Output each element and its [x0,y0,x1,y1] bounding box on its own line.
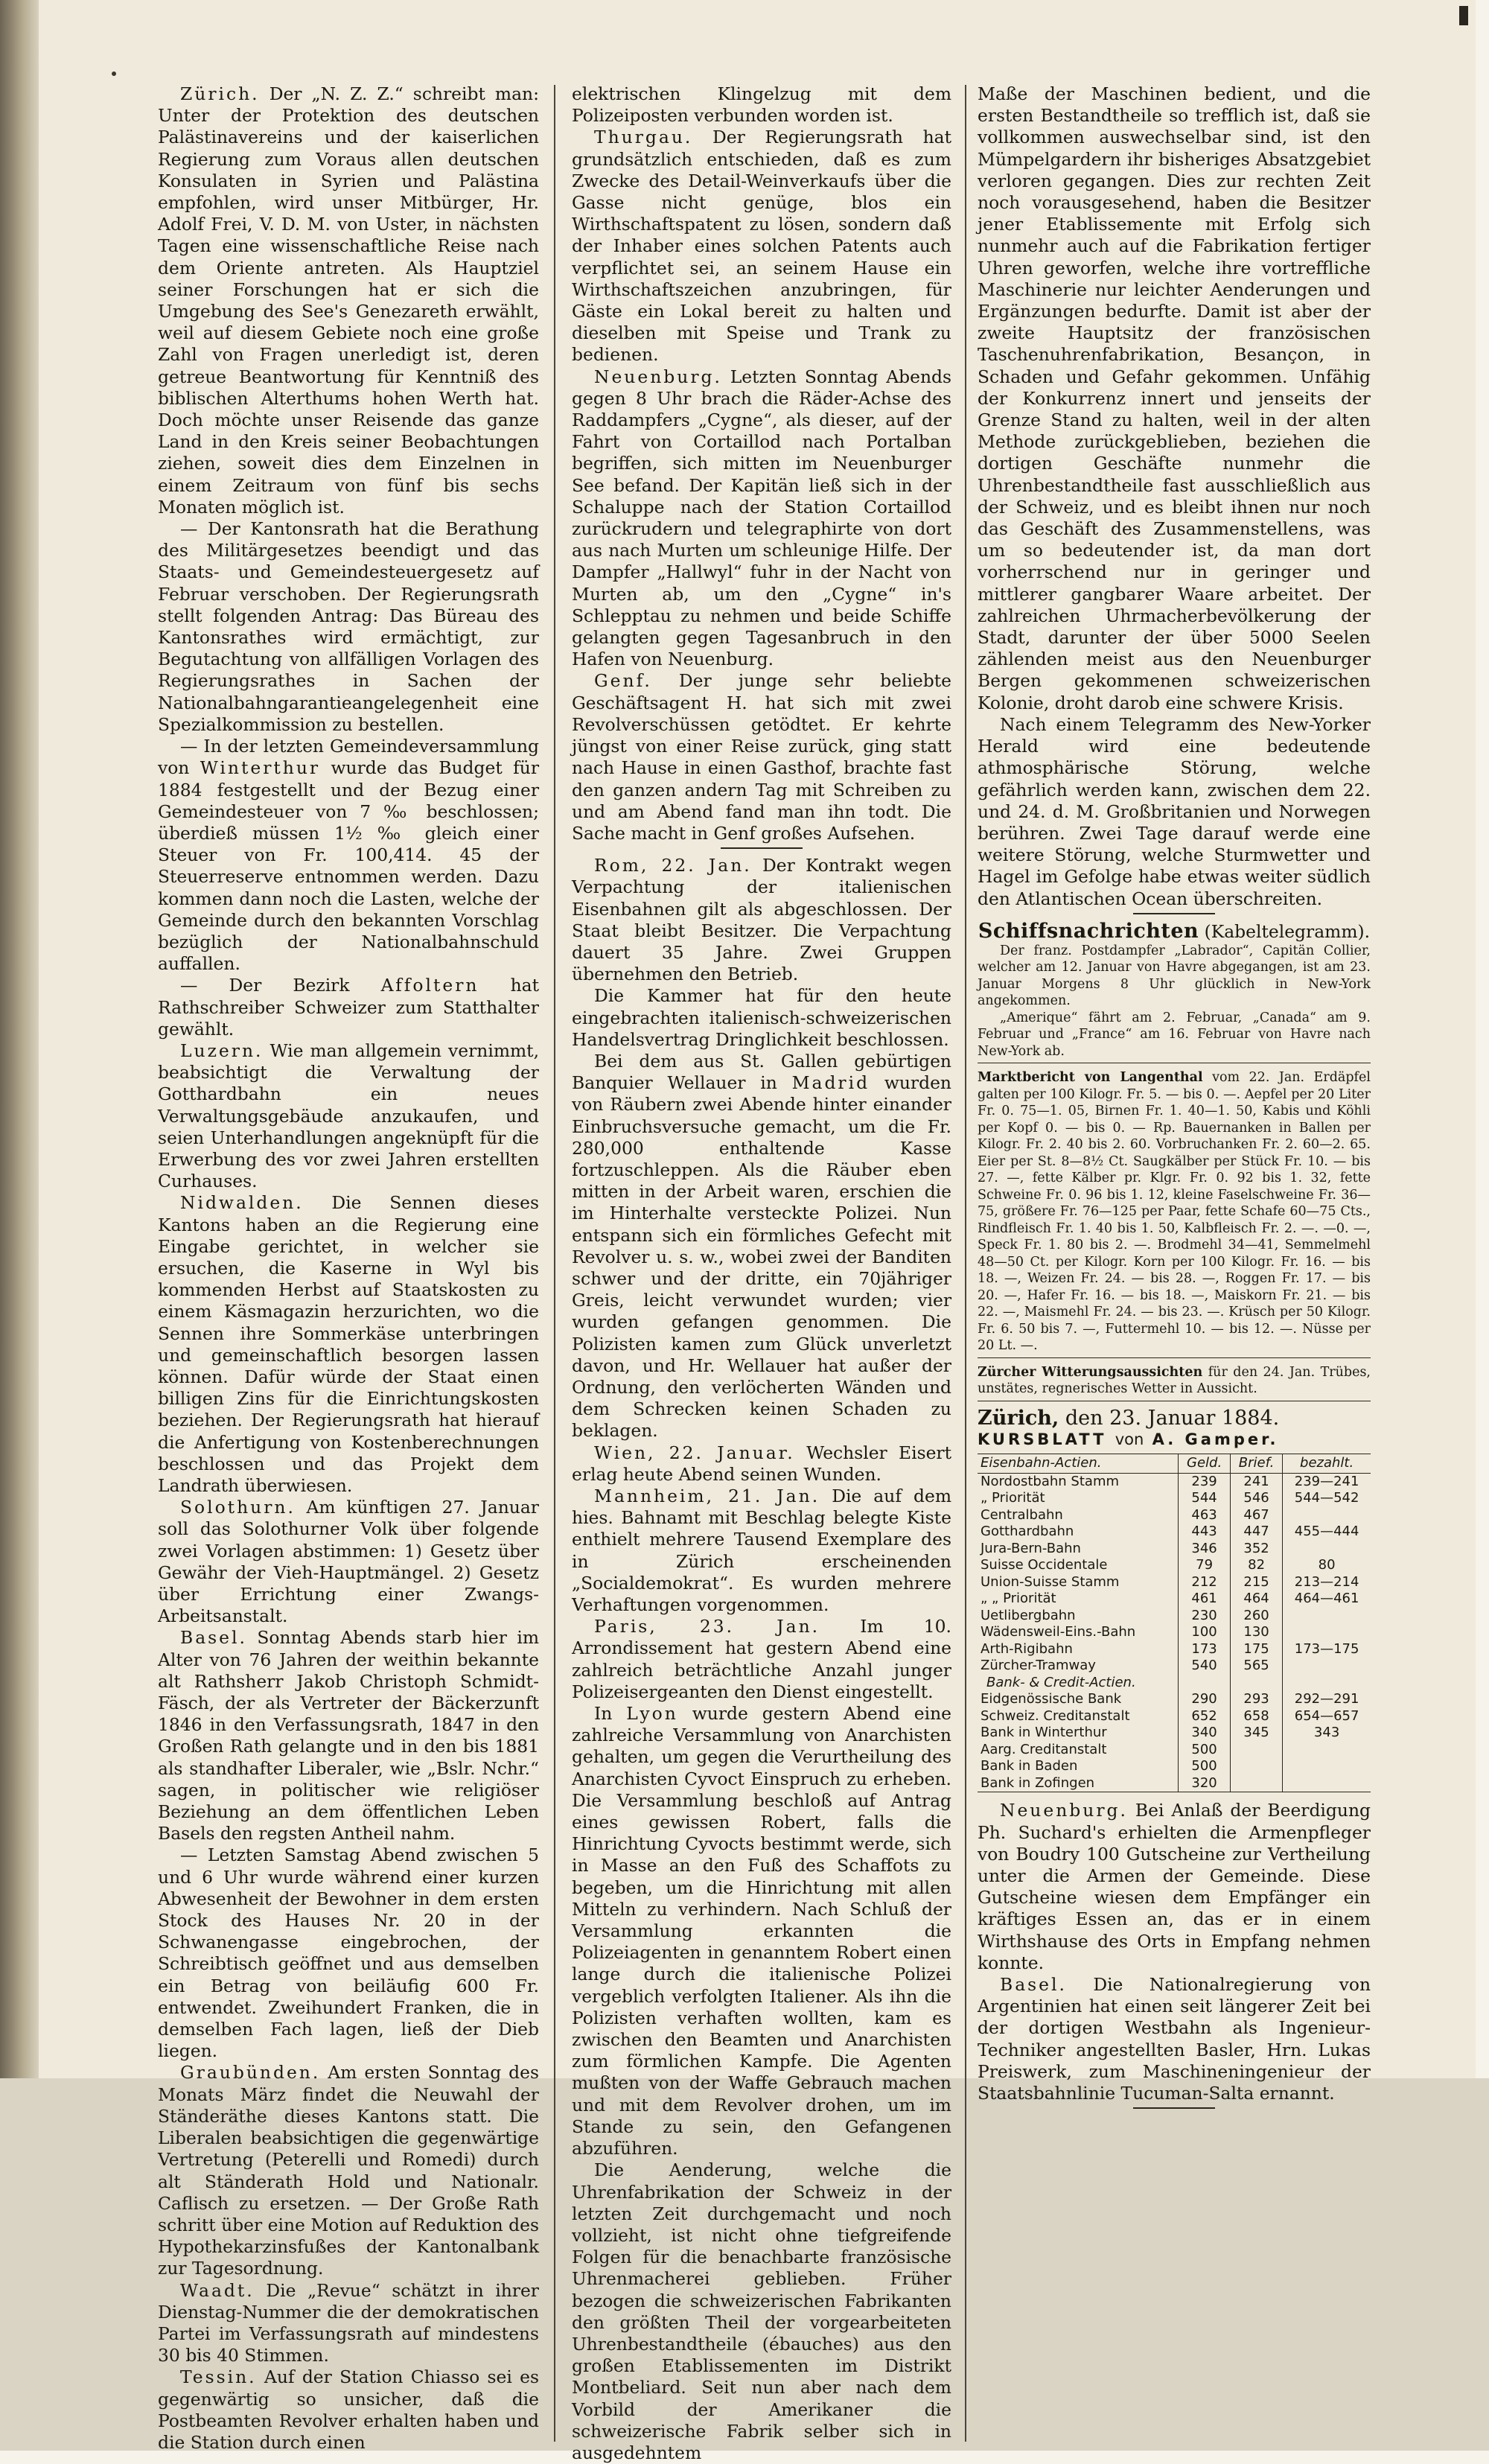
price-cell [1283,1758,1371,1775]
witterung-title: Zürcher Witterungsaussichten [978,1364,1203,1380]
security-name: Suisse Occidentale [981,1557,1108,1573]
price-cell: 463 [1179,1507,1231,1524]
place-name: Basel. [180,1627,247,1649]
table-row [978,1591,1371,1608]
price-cell: 464—461 [1283,1591,1371,1608]
price-cell [1283,1742,1371,1759]
schiffsnachrichten-heading [978,920,1371,943]
column-rule [554,85,555,2442]
article-text: Auf der Station Chiasso sei es gegenwärtig so unsicher, daß die Postbeamten Revolver erhalten haben und die Station durch einen [158,2366,540,2453]
table-header: Geld. [1179,1454,1231,1474]
table-row [978,1691,1371,1708]
kurs-von: von [1115,1430,1144,1449]
article-winterthur [158,736,539,975]
section-label: Bank- & Credit-Actien. [986,1674,1136,1690]
article-text: Der Kontrakt wegen Verpachtung der italienischen Eisenbahnen gilt als abgeschlossen. Der Staat bleibt Besitzer. Die Verpachtung dauert 35 Jahre. Zwei Gruppen übernehmen den Betrieb. [572,855,951,985]
article-text: Sonntag Abends starb hier im Alter von 76 Jahren der weithin bekannte alt Rathsherr Jakob Christoph Schmidt-Fäsch, der als Vertreter der Bäckerzunft 1846 in den Verfassungsrath, 1847 in den Großen Rath gelangte und in den bis 1881 als standhafter Liberaler, wie „Bslr. Nchr.“ sagen, in politischer wie religiöser Beziehung an dem öffentlichen Leben Basels den regsten Antheil nahm. [158,1627,540,1844]
page-edge [1476,0,1489,2078]
table-row [978,1641,1371,1658]
book-binding-edge [0,0,39,2078]
article-text: — Der Bezirk [180,975,350,996]
price-cell [1230,1758,1282,1775]
article-basel-2 [978,1974,1371,2104]
article-text: Der junge sehr beliebte Geschäftsagent H. hat sich mit zwei Revolverschüssen getödtet. Er kehrte jüngst von einer Reise zurück, ging statt nach Hause in einen Gasthof, brachte fast den ganzen andern Tag mit Schreiben zu und am Abend fand man ihn todt. Die Sache macht in Genf großes Aufsehen. [572,670,951,844]
price-cell [1283,1608,1371,1625]
place-name: Mannheim, 21. Jan. [594,1486,820,1506]
article-text: Der Regierungsrath hat grundsätzlich entschieden, daß es zum Zwecke des Detail-Weinverkaufs über die Gasse nicht genüge, blos ein Wirthschaftspatent zu lösen, sondern daß der Inhaber eines solchen Patents auch verpflichtet sei, an seinem Hause ein Wirthschaftszeichen anzubringen, für Gäste ein Lokal bereit zu halten und dieselben mit Speise und Trank zu bedienen. [572,127,952,366]
place-name: Genf. [594,670,652,692]
price-cell: 443 [1179,1524,1231,1541]
kursblatt-dateline [978,1407,1371,1429]
security-name: Schweiz. Creditanstalt [981,1707,1130,1724]
margin-dot [112,71,116,76]
article-mannheim [572,1486,951,1616]
price-cell: 213—214 [1283,1574,1371,1591]
kurs-city: Zürich, [978,1406,1059,1430]
marktbericht [978,1069,1371,1354]
place-name: Neuenburg. [594,366,722,387]
article-text: Bei dem aus St. Gallen gebürtigen Banquier Wellauer in [572,1050,951,1094]
table-header: Brief. [1230,1454,1282,1474]
table-row [978,1524,1371,1541]
price-cell: 345 [1230,1725,1282,1742]
price-cell: 80 [1283,1557,1371,1574]
price-cell: 173—175 [1283,1641,1371,1658]
price-cell: 260 [1230,1608,1282,1625]
article-waadt [158,2280,539,2367]
article-thurgau [572,127,951,366]
article-paris [572,1616,951,1703]
price-cell [1283,1658,1371,1675]
table-row [978,1624,1371,1641]
place-name: Nidwalden. [180,1192,304,1214]
security-name: Aarg. Creditanstalt [981,1741,1107,1757]
price-cell: 241 [1230,1473,1282,1490]
table-row [978,1557,1371,1574]
section-divider [1133,913,1215,914]
table-row [978,1473,1371,1490]
kurs-date: den 23. Januar 1884. [1065,1406,1280,1430]
security-name: Gotthardbahn [981,1524,1074,1540]
price-cell: 346 [1179,1541,1231,1558]
article-zuerich [158,83,539,518]
article-tessin-continued: elektrischen Klingelzug mit dem Polizeiposten verbunden worden ist. [572,83,951,127]
section-divider [978,1357,1371,1358]
price-cell: 340 [1179,1725,1231,1742]
article-luzern [158,1040,539,1192]
price-cell: 447 [1230,1524,1282,1541]
kursblatt-title [978,1429,1371,1451]
article-text: Die Nationalregierung von Argentinien hat einen seit längerer Zeit bei der dortigen Westbahn als Ingenieur-Techniker angestellten Basler, Hrn. Lukas Preiswerk, zum Maschineningenieur der Staatsbahnlinie Tucuman-Salta ernannt. [978,1973,1371,2104]
table-header: bezahlt. [1283,1454,1371,1474]
price-cell: 212 [1179,1574,1231,1591]
place-name: Luzern. [180,1040,264,1061]
price-cell [1283,1541,1371,1558]
security-name: Jura-Bern-Bahn [981,1540,1081,1556]
article-text: Wie man allgemein vernimmt, beabsichtigt die Verwaltung der Gotthardbahn ein neues Verwaltungsgebäude anzukaufen, und seien Unterhandlungen angeknüpft für die Erwerbung des vor zwei Jahren erstellten Curhauses. [158,1040,540,1192]
article-uhrenfabrikation: Die Aenderung, welche die Uhrenfabrikation der Schweiz in der letzten Zeit durchgemacht und noch vollzieht, ist nicht ohne tiefgreifende Folgen für die benachbarte französische Uhrenmacherei geblieben. Früher bezogen die schweizerischen Fabrikanten den größten Theil der vorgearbeiteten Uhrenbestandtheile (ébauches) aus den großen Etablissementen im Distrikt Montbeliard. Seit nun aber nach dem Vorbild der Amerikaner die schweizerische Fabrik selber sich in ausgedehntem [572,2159,951,2463]
table-row [978,1742,1371,1759]
place-name: Waadt. [180,2279,255,2301]
security-name: Eidgenössische Bank [981,1691,1122,1707]
article-text: In [594,1703,613,1725]
column-right [978,83,1371,2442]
article-graubuenden [158,2062,539,2279]
security-name: „ „ Priorität [981,1591,1056,1607]
article-text: Die auf dem hies. Bahnamt mit Beschlag belegte Kiste enthielt mehrere Tausend Exemplare des in Zürich erscheinenden „Socialdemokrat“. Es wurden mehrere Verhaftungen vorgenommen. [572,1486,952,1616]
table-row [978,1758,1371,1775]
price-cell [1283,1775,1371,1792]
article-text: wurde das Budget für 1884 festgestellt und der Bezug einer Gemeindesteuer von 7 ‰ beschlossen; überdieß müssen 1½ ‰ gleich einer Steuer von Fr. 100,414. 45 der Steuerreserve entnommen werden. Dazu kommen dann noch die Lasten, welche der Gemeinde durch den bekannten Vorschlag bezüglich der Nationalbahnschuld auffallen. [158,757,540,975]
heading-subtitle: (Kabeltelegramm). [1204,920,1371,942]
article-text: Die Sennen dieses Kantons haben an die Regierung eine Eingabe gerichtet, in welcher sie ersuchen, die Kaserne in Wyl bis kommenden Herbst auf Staatskosten zu einem Käsmagazin herzurichten, wo die Sennen ihre Sommerkäse unterbringen und gemeinschaftlich besorgen lassen können. Dafür würde der Staat einen billigen Zins für die Einrichtungskosten beziehen. Der Regierungsrath hat hierauf die Anfertigung von Kostenberechnungen beschlossen und das Projekt dem Landrath überwiesen. [158,1192,540,1496]
article-text: hat Rathschreiber Schweizer zum Statthalter gewählt. [158,975,540,1040]
article-text: Letzten Sonntag Abends gegen 8 Uhr brach die Räder-Achse des Raddampfers „Cygne“, als dieser, auf der Fahrt von Cortaillod nach Portalban begriffen, sich mitten im Neuenburger See befand. Der Kapitän ließ sich in der Schaluppe nach der Station Cortaillod zurückrudern und telegraphirte von dort aus nach Murten um schleunige Hilfe. Der Dampfer „Hallwyl“ fuhr in der Nacht von Murten ab, um den „Cygne“ in's Schlepptau zu nehmen und beide Schiffe gelangten gegen Tagesanbruch in den Hafen von Neuenburg. [572,366,951,670]
corner-mark [1459,6,1468,25]
witterungsaussichten [978,1364,1371,1398]
table-row [978,1725,1371,1742]
kurs-publisher: A. Gamper. [1152,1430,1279,1449]
security-name: Uetlibergbahn [981,1607,1076,1623]
price-cell: 544 [1179,1490,1231,1507]
security-name: Centralbahn [981,1506,1063,1523]
marktbericht-title: Marktbericht von Langenthal [978,1070,1203,1086]
price-cell: 464 [1230,1591,1282,1608]
place-name: Paris, 23. Jan. [594,1616,820,1637]
price-cell: 455—444 [1283,1524,1371,1541]
price-cell [1230,1675,1282,1692]
article-nidwalden [158,1192,539,1497]
price-cell: 173 [1179,1641,1231,1658]
place-name: Thurgau. [594,127,693,148]
price-cell: 343 [1283,1725,1371,1742]
article-neuenburg [572,366,951,671]
article-text: Am künftigen 27. Januar soll das Solothurner Volk über folgende zwei Vorlagen abstimmen: 1) Gesetz über Gewähr der Vieh-Hauptmängel. 2) Gesetz über Errichtung einer Zwangs-Arbeitsanstalt. [158,1497,539,1627]
table-row [978,1574,1371,1591]
kurs-label: KURSBLATT [978,1430,1107,1449]
price-cell: 320 [1179,1775,1231,1792]
place-name: Basel. [1000,1973,1067,1995]
section-divider [721,847,803,849]
article-wien [572,1442,951,1486]
place-name: Madrid [791,1072,870,1094]
article-samstag: — Letzten Samstag Abend zwischen 5 und 6 Uhr wurde während einer kurzen Abwesenheit der Bewohner in dem ersten Stock des Hauses Nr. 20 in der Schwanengasse eingebrochen, der Schreibtisch geöffnet und aus demselben ein Betrag von beiläufig 600 Fr. entwendet. Zweihundert Franken, die in demselben Fach lagen, ließ der Dieb liegen. [158,1844,539,2062]
price-cell: 292—291 [1283,1691,1371,1708]
price-cell: 500 [1179,1758,1231,1775]
article-text: Die „Revue“ schätzt in ihrer Dienstag-Nummer die der demokratischen Partei im Verfassungsrath auf mindestens 30 bis 40 Stimmen. [158,2279,539,2366]
place-name: Graubünden. [180,2062,321,2083]
price-cell: 500 [1179,1742,1231,1759]
price-cell: 565 [1230,1658,1282,1675]
security-name: Union-Suisse Stamm [981,1573,1120,1590]
table-row [978,1507,1371,1524]
witterung-text: für den 24. Jan. Trübes, unstätes, regnerisches Wetter in Aussicht. [978,1364,1371,1397]
table-section-row [978,1675,1371,1692]
security-name: Arth-Rigibahn [981,1640,1073,1657]
security-name: Bank in Zofingen [978,1775,1179,1792]
article-text: Bei Anlaß der Beerdigung Ph. Suchard's erhielten die Armenpfleger von Boudry 100 Gutscheine zur Vertheilung unter die Armen der Gemeinde. Diese Gutscheine wiesen dem Empfänger ein kräftiges Essen an, das er in einem Wirthshause des Orts in Empfang nehmen konnte. [978,1800,1371,1973]
article-text: Wechsler Eisert erlag heute Abend seinen Wunden. [572,1442,952,1485]
article-basel [158,1627,539,1844]
price-cell: 652 [1179,1708,1231,1725]
price-cell [1283,1624,1371,1641]
kursblatt-body [978,1473,1371,1792]
price-cell: 130 [1230,1624,1282,1641]
place-name: Wien, 22. Januar. [594,1442,795,1463]
schiff-notice: Der franz. Postdampfer „Labrador“, Capitän Collier, welcher am 12. Januar von Havre abgegangen, ist am 23. Januar Morgens 8 Uhr glücklich in New-York angekommen. [978,943,1371,1009]
heading-title: Schiffsnachrichten [978,919,1199,943]
table-row [978,1541,1371,1558]
price-cell: 290 [1179,1691,1231,1708]
article-text: Im 10. Arrondissement hat gestern Abend eine zahlreich beträchtliche Anzahl junger Polizeisergeanten den Dienst eingestellt. [572,1616,951,1702]
section-divider [1133,2107,1215,2109]
table-row [978,1490,1371,1507]
article-kantonsrath: — Der Kantonsrath hat die Berathung des Militärgesetzes beendigt und das Staats- und Gemeindesteuergesetz auf Februar verschoben. Der Regierungsrath stellt folgenden Antrag: Das Büreau des Kantonsrathes wird ermächtigt, zur Begutachtung von allfälligen Vorlagen des Regierungsrathes in Sachen der Nationalbahngarantieangelegenheit eine Spezialkommission zu bestellen. [158,518,539,735]
article-kammer: Die Kammer hat für den heute eingebrachten italienisch-schweizerischen Handelsvertrag Dringlichkeit beschlossen. [572,985,951,1050]
article-rom [572,855,951,985]
column-middle [572,83,952,2463]
article-text: wurde gestern Abend eine zahlreiche Versammlung von Anarchisten gehalten, um gegen die Verurtheilung des Anarchisten Cyvoct Einspruch zu erheben. Die Versammlung beschloß auf Antrag eines gewissen Robert, falls die Hinrichtung Cyvocts bestimmt werde, sich in Masse an den Fuß des Schaffots zu begeben, um die Hinrichtung mit allen Mitteln zu verhindern. Nach Schluß der Versammlung erkannten die Polizeiagenten in genanntem Robert einen lange durch die italienische Polizei vergeblich verfolgten Italiener. Als ihn die Polizisten verhaften wollten, kam es zwischen den Beamten und Anarchisten zum förmlichen Kampfe. Die Agenten mußten von der Waffe Gebrauch machen und mit dem Revolver drohen, um im Stande zu sein, den Gefangenen abzuführen. [572,1703,951,2159]
price-cell: 544—542 [1283,1490,1371,1507]
price-cell: 352 [1230,1541,1282,1558]
price-cell [1230,1742,1282,1759]
table-row [978,1708,1371,1725]
place-name: Affoltern [380,975,479,996]
price-cell: 293 [1230,1691,1282,1708]
price-cell: 100 [1179,1624,1231,1641]
table-row [978,1658,1371,1675]
column-left [158,83,540,2453]
price-cell: 79 [1179,1557,1231,1574]
security-name: „ Priorität [981,1490,1045,1506]
price-cell [1283,1507,1371,1524]
price-cell: 82 [1230,1557,1282,1574]
security-name: Nordostbahn Stamm [981,1473,1120,1489]
spacer [978,1792,1371,1800]
article-text: Der „N. Z. Z.“ schreibt man: Unter der Protektion des deutschen Palästinavereins und der kaiserlichen Regierung zum Voraus allen deutschen Konsulaten in Syrien und Palästina empfohlen, wird unser Mitbürger, Hr. Adolf Frei, V. D. M. von Uster, in nächsten Tagen eine wissenschaftliche Reise nach dem Oriente antreten. Als Hauptziel seiner Forschungen hat er sich die Umgebung des See's Genezareth erwählt, weil auf diesem Gebiete noch eine große Zahl von Fragen unerledigt ist, deren getreue Beantwortung für Kenntniß des biblischen Alterthums hohen Werth hat. Doch möchte unser Reisende das ganze Land in den Kreis seiner Beobachtungen ziehen, soweit dies dem Einzelnen in einem Zeitraum von fünf bis sechs Monaten möglich ist. [158,83,540,518]
table-row [978,1608,1371,1625]
price-cell [1283,1675,1371,1692]
article-neuenburg-2 [978,1800,1371,1974]
security-name: Bank in Baden [981,1758,1078,1774]
price-cell: 215 [1230,1574,1282,1591]
article-solothurn [158,1497,539,1627]
security-name: Zürcher-Tramway [981,1658,1096,1674]
schiff-notice: „Amerique“ fährt am 2. Februar, „Canada“ am 9. Februar und „France“ am 16. Februar von Havre nach New-York ab. [978,1010,1371,1059]
security-name: Wädensweil-Eins.-Bahn [981,1624,1136,1640]
price-cell: 658 [1230,1708,1282,1725]
price-cell: 654—657 [1283,1708,1371,1725]
table-header-row [978,1454,1371,1474]
price-cell [1179,1675,1231,1692]
price-cell: 540 [1179,1658,1231,1675]
price-cell: 175 [1230,1641,1282,1658]
price-cell: 467 [1230,1507,1282,1524]
security-name: Bank in Winterthur [981,1725,1107,1741]
column-rule [965,85,966,2442]
article-text: — In der letzten Gemeindeversammlung von [158,736,539,779]
article-text: wurden von Räubern zwei Abende hinter einander Einbruchsversuche gemacht, um die Fr. 280,000 enthaltende Kasse fortzuschleppen. Als die Räuber eben mitten in der Arbeit waren, erschien die im Hinterhalte versteckte Polizei. Nun entspann sich ein förmliches Gefecht mit Revolver u. s. w., wobei zwei der Banditen schwer und der dritte, ein 70jähriger Greis, leicht verwundet wurden; vier wurden gefangen genommen. Die Polizisten kamen zum Glück unverletzt davon, und Hr. Wellauer hat außer der Ordnung, den verlöcherten Wänden und dem Schrecken keinen Schaden zu beklagen. [572,1072,951,1442]
kursblatt-table [978,1454,1371,1792]
marktbericht-text: vom 22. Jan. Erdäpfel galten per 100 Kilogr. Fr. 5. — bis 0. —. Aepfel per 20 Liter Fr. 0. 75—1. 05, Birnen Fr. 1. 40—1. 50, Kabis und Köhli per Kopf 0. — bis 0. — Rp. Bauernanken in Ballen per Kilogr. Fr. 2. 40 bis 2. 60. Vorbruchanken Fr. 2. 60—2. 65. Eier per St. 8—8½ Ct. Saugkälber per Stück Fr. 10. — bis 27. —, fette Kälber pr. Klgr. Fr. 0. 92 bis 1. 32, fette Schweine Fr. 0. 96 bis 1. 12, kleine Faselschweine Fr. 36—75, größere Fr. 76—125 per Paar, fette Schafe 60—75 Cts., Rindfleisch Fr. 1. 40 bis 1. 50, Kalbfleisch Fr. 2. —. —0. —, Speck Fr. 1. 80 bis 2. —. Brodmehl 34—41, Semmelmehl 48—50 Ct. per Kilogr. Korn per 100 Kilogr. Fr. 16. — bis 18. —, Weizen Fr. 24. — bis 28. —, Roggen Fr. 17. — bis 20. —, Hafer Fr. 16. — bis 18. —, Maiskorn Fr. 21. — bis 22. —, Maismehl Fr. 24. — bis 23. —. Krüsch per 50 Kilogr. Fr. 6. 50 bis 7. —, Futtermehl 10. — bis 12. —. Nüsse per 20 Lt. —. [978,1070,1371,1354]
article-text: Am ersten Sonntag des Monats März findet die Neuwahl der Ständeräthe dieses Kantons statt. Die Liberalen beabsichtigen die gegenwärtige Vertretung (Peterelli und Romedi) durch alt Ständerath Hold und Nationalr. Caflisch zu ersetzen. — Der Große Rath schritt über eine Motion auf Reduktion des Hypothekarzinsfußes der Kantonalbank zur Tagesordnung. [158,2062,539,2279]
place-name: Neuenburg. [1000,1800,1128,1821]
price-cell: 546 [1230,1490,1282,1507]
place-name: Tessin. [180,2366,257,2388]
article-affoltern [158,975,539,1040]
place-name: Solothurn. [180,1497,296,1518]
article-genf [572,670,951,844]
article-telegramm: Nach einem Telegramm des New-Yorker Herald wird eine bedeutende athmosphärische Störung, welche gefährlich werden kann, zwischen dem 22. und 24. d. M. Großbritanien und Norwegen berühren. Zwei Tage darauf werde eine weitere Störung, welche Sturmwetter und Hagel im Gefolge habe etwas weiter südlich den Atlantischen Ocean überschreiten. [978,713,1371,909]
price-cell: 230 [1179,1608,1231,1625]
place-name: Zürich. [180,83,260,104]
table-row [978,1775,1371,1792]
place-name: Winterthur [200,757,321,779]
article-uhren-continued: Maße der Maschinen bedient, und die ersten Bestandtheile so trefflich ist, daß sie vollkommen auswechselbar sind, ist den Mümpelgardern ihr bisheriges Absatzgebiet verloren gegangen. Dies zur rechten Zeit noch vorausgesehend, haben die Besitzer jener Etablissemente mit Erfolg sich nunmehr auch auf die Fabrikation fertiger Uhren geworfen, welche ihre vortreffliche Maschinerie nur leichter Aenderungen und Ergänzungen bedurfte. Damit ist aber der zweite Hauptsitz der französischen Taschenuhrenfabrikation, Besançon, in Schaden und Gefahr gekommen. Unfähig der Konkurrenz innert und jenseits der Grenze Stand zu halten, weil in der alten Methode zurückgeblieben, beziehen die dortigen Geschäfte nunmehr die Uhrenbestandtheile fast ausschließlich aus der Schweiz, und es bleibt ihnen nur noch das Geschäft des Zusammenstellens, was um so bedeutender ist, da man dort vorherrschend nur in geringer und mittlerer gangbarer Waare arbeitet. Der zahlreichen Uhrmacherbevölkerung der Stadt, darunter der über 5000 Seelen zählenden meist aus den Neuenburger Bergen gekommenen schweizerischen Kolonie, droht darob eine schwere Krisis. [978,83,1371,713]
article-tessin [158,2366,539,2454]
article-lyon [572,1703,951,2159]
article-madrid [572,1051,951,1442]
price-cell: 461 [1179,1591,1231,1608]
table-header: Eisenbahn-Actien. [978,1454,1179,1474]
place-name: Rom, 22. Jan. [594,855,752,876]
place-name: Lyon [626,1703,678,1725]
price-cell: 239—241 [1283,1473,1371,1490]
price-cell: 239 [1179,1473,1231,1490]
price-cell [1230,1775,1282,1792]
